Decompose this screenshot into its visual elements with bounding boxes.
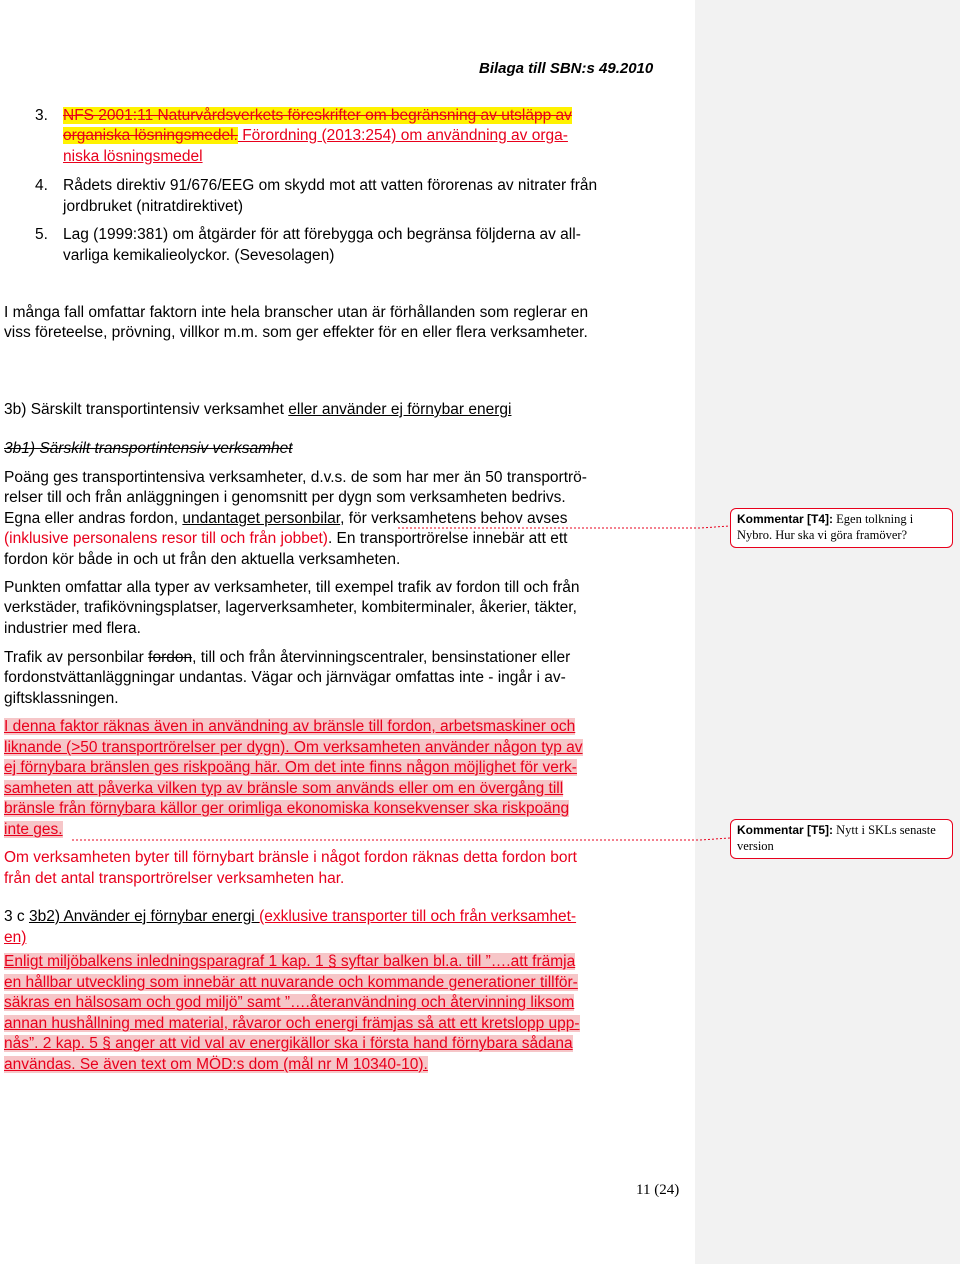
comment-connector-t4 bbox=[398, 526, 730, 528]
list-number-4: 4. bbox=[35, 177, 48, 194]
comment-text: Nytt i SKLs senaste version bbox=[737, 823, 936, 853]
para2-line1: Punkten omfattar alla typer av verksamheter, till exempel trafik av fordon till och från bbox=[4, 579, 580, 596]
text: , för verksamhetens behov avses bbox=[340, 510, 568, 527]
list-item-5-line1: Lag (1999:381) om åtgärder för att förebygga och begränsa följderna av all- bbox=[63, 226, 581, 243]
intro-line1: I många fall omfattar faktorn inte hela branscher utan är förhållanden som reglerar en bbox=[4, 304, 589, 321]
inserted-text: Enligt miljöbalkens inledningsparagraf 1 kap. 1 § syftar balken bl.a. till ”….att främja bbox=[4, 953, 576, 970]
text: , till och från återvinningscentraler, bensinstationer eller bbox=[192, 649, 571, 666]
deleted-text: fordon bbox=[148, 649, 193, 666]
para1-line1: Poäng ges transportintensiva verksamheter, d.v.s. de som har mer än 50 transportrö- bbox=[4, 469, 587, 486]
inserted-text: (exklusive transporter till och från verksamhet- bbox=[259, 908, 577, 925]
list-item-3-line3: niska lösningsmedel bbox=[63, 148, 203, 165]
inserted-text: nås”. 2 kap. 5 § anger att vid val av energikällor ska i första hand förnybara sådana bbox=[4, 1035, 573, 1052]
inserted-text: säkras en hälsosam och god miljö” samt ”….återanvändning och återvinning liksom bbox=[4, 994, 575, 1011]
intro-line2: viss företeelse, prövning, villkor m.m. som ger effekter för en eller flera verksamheter. bbox=[4, 324, 588, 341]
inserted-text: liknande (>50 transportrörelser per dygn). Om verksamheten använder någon typ av bbox=[4, 739, 583, 756]
comment-t4[interactable] bbox=[730, 508, 953, 548]
para3-line3: giftsklassningen. bbox=[4, 690, 119, 707]
para3-line2: fordonstvättanläggningar undantas. Vägar och järnvägar omfattas inte - ingår i av- bbox=[4, 669, 566, 686]
highlighted-deleted-text: NFS 2001:11 Naturvårdsverkets föreskrifter om begränsning av utsläpp av bbox=[63, 107, 572, 124]
list-item-5-line2: varliga kemikalieolyckor. (Sevesolagen) bbox=[63, 247, 335, 264]
heading-3b-text: 3b) Särskilt transportintensiv verksamhet bbox=[4, 401, 289, 418]
highlighted-deleted-text: organiska lösningsmedel. bbox=[63, 127, 238, 144]
para5-line1: Om verksamheten byter till förnybart bränsle i något fordon räknas detta fordon bort bbox=[4, 849, 577, 866]
inserted-text: samheten att påverka vilken typ av bränsle som används eller om en övergång till bbox=[4, 780, 564, 797]
deleted-text: undantaget personbilar bbox=[182, 510, 341, 527]
deleted-text: 3b2) bbox=[28, 908, 64, 925]
inserted-text: Förordning (2013:254) om användning av orga- bbox=[237, 127, 568, 144]
comment-text: Egen tolkning i Nybro. Hur ska vi göra framöver? bbox=[737, 512, 914, 542]
text: . En transportrörelse innebär att ett bbox=[327, 530, 568, 547]
page-number: 11 (24) bbox=[636, 1182, 680, 1198]
list-item-4-line2: jordbruket (nitratdirektivet) bbox=[63, 198, 244, 215]
para5-line2: från det antal transportrörelser verksamheten har. bbox=[4, 870, 345, 887]
deleted-heading-text: 3b1) Särskilt transportintensiv verksamhet bbox=[4, 440, 293, 457]
para2-line3: industrier med flera. bbox=[4, 620, 141, 637]
inserted-text: bränsle från förnybara källor ger orimliga ekonomiska konsekvenser ska riskpoäng bbox=[4, 800, 570, 817]
inserted-text: I denna faktor räknas även in användning av bränsle till fordon, arbetsmaskiner och bbox=[4, 718, 576, 735]
para2-line2: verkstäder, trafikövningsplatser, lagerverksamheter, kombiterminaler, åkerier, täkter, bbox=[4, 599, 577, 616]
deleted-text: eller använder ej förnybar energi bbox=[288, 401, 512, 418]
list-number-5: 5. bbox=[35, 226, 48, 243]
heading-3c-line2: en) bbox=[4, 929, 27, 946]
text: Egna eller andras fordon, bbox=[4, 510, 183, 527]
comment-t5[interactable] bbox=[730, 819, 953, 859]
para1-line5: fordon kör både in och ut från den aktuella verksamheten. bbox=[4, 551, 401, 568]
inserted-text: användas. Se även text om MÖD:s dom (mål nr M 10340-10). bbox=[4, 1056, 428, 1073]
comment-label: Kommentar [T5]: bbox=[737, 823, 834, 837]
list-item-4-line1: Rådets direktiv 91/676/EEG om skydd mot att vatten förorenas av nitrater från bbox=[63, 177, 598, 194]
inserted-text: en hållbar utveckling som innebär att nuvarande och kommande generationer tillför- bbox=[4, 974, 578, 991]
page-header: Bilaga till SBN:s 49.2010 bbox=[479, 60, 654, 77]
text: Trafik av personbilar bbox=[4, 649, 149, 666]
inserted-text: (inklusive personalens resor till och från jobbet) bbox=[4, 530, 328, 547]
inserted-text: ej förnybara bränslen ges riskpoäng här. Om det inte finns någon möjlighet för verk- bbox=[4, 759, 577, 776]
list-number-3: 3. bbox=[35, 107, 48, 124]
text: 3 c bbox=[4, 908, 29, 925]
comment-connector-t5 bbox=[72, 838, 730, 840]
inserted-text: inte ges. bbox=[4, 821, 63, 838]
comment-label: Kommentar [T4]: bbox=[737, 512, 834, 526]
heading-3c-text: Använder ej förnybar energi bbox=[63, 908, 260, 925]
para1-line2: relser till och från anläggningen i genomsnitt per dygn som verksamheten bedrivs. bbox=[4, 489, 566, 506]
inserted-text: annan hushållning med material, råvaror och energi främjas så att ett kretslopp upp- bbox=[4, 1015, 580, 1032]
